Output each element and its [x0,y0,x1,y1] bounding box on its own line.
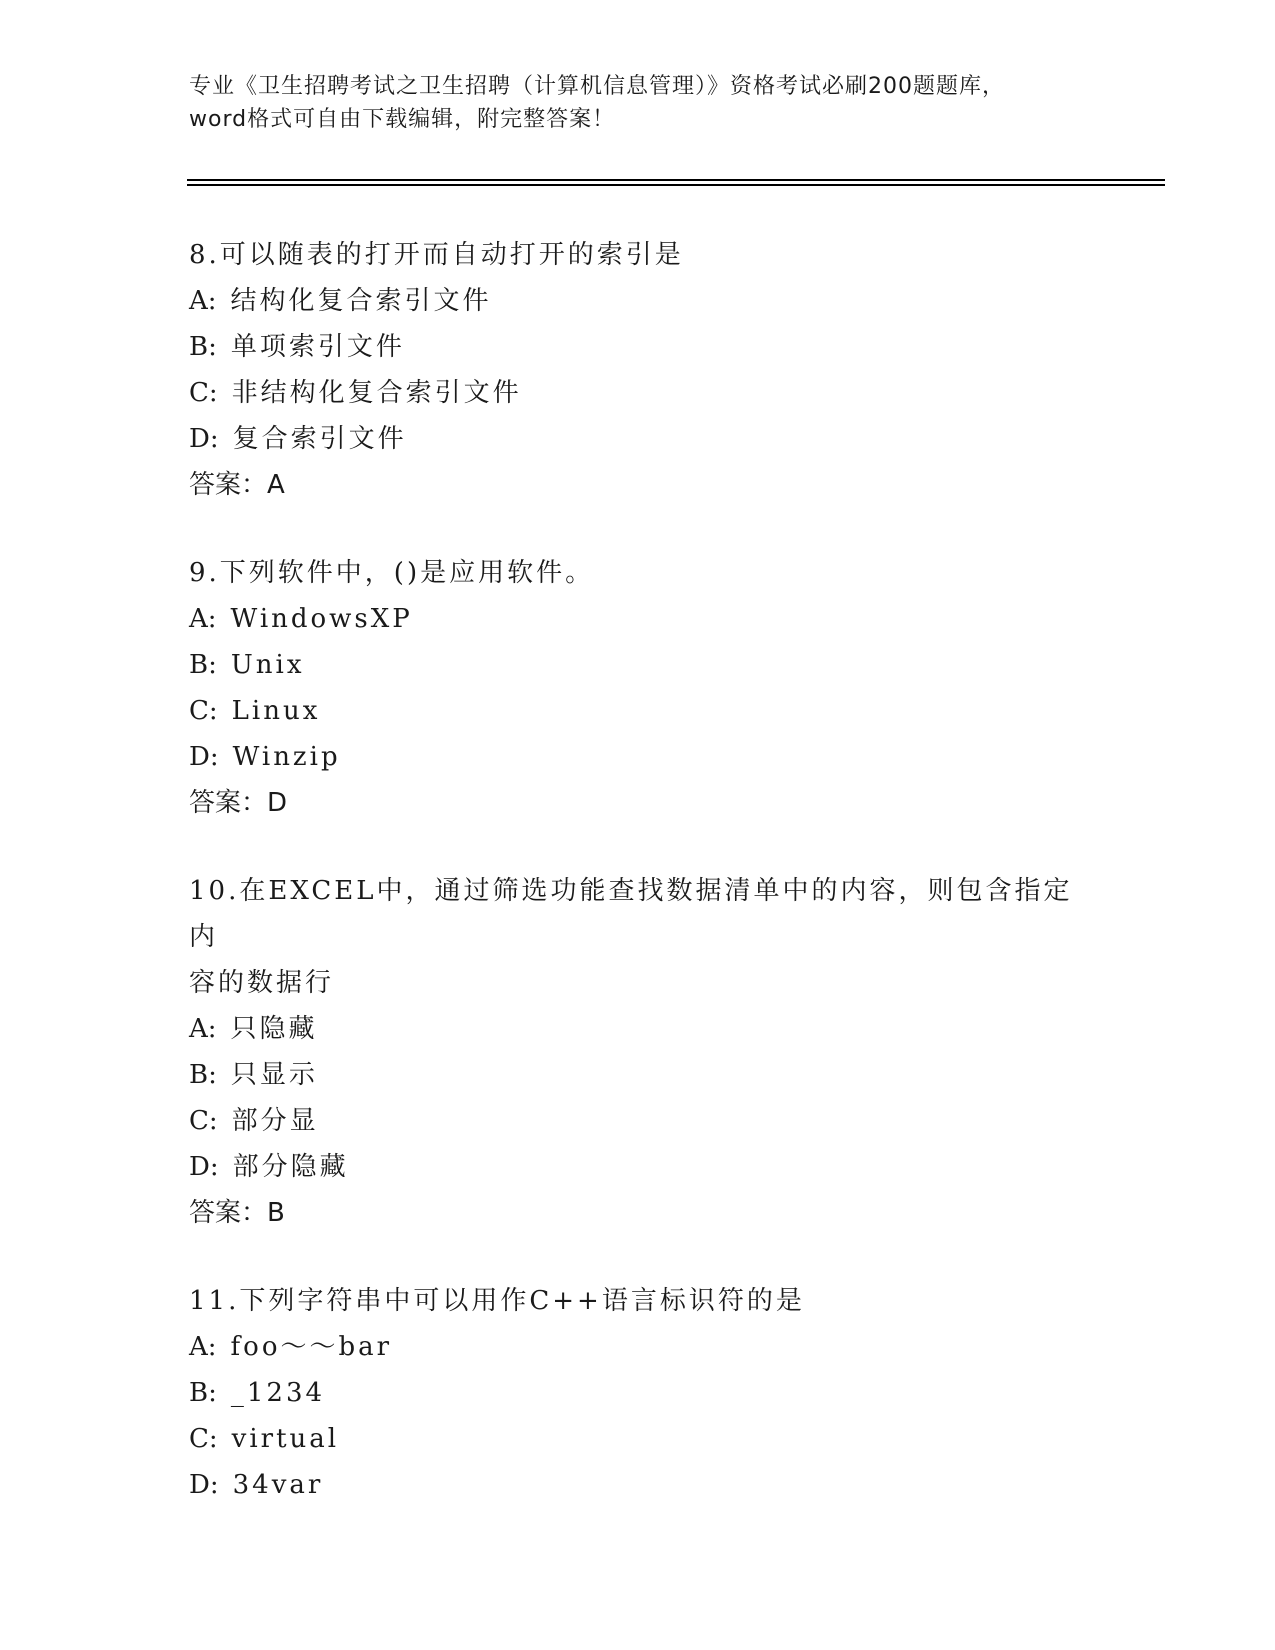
option-c [189,688,1089,734]
option-text: 部分隐藏 [232,1152,349,1182]
option-text: 结构化复合索引文件 [230,286,492,316]
option-a [189,1324,1089,1370]
option-text: 复合索引文件 [232,424,407,454]
option-letter: C: [189,1106,218,1136]
option-text: Unix [230,650,305,680]
option-b [189,1052,1089,1098]
answer-label: 答案：D [189,788,288,818]
answer-label: 答案：B [189,1198,285,1228]
header-divider-top [187,179,1165,181]
document-header [189,70,1089,136]
question-8 [189,232,1089,508]
option-letter: C: [189,1424,218,1454]
option-b [189,642,1089,688]
option-letter: A: [189,604,217,634]
option-text: 非结构化复合索引文件 [231,378,522,408]
option-letter: B: [189,1060,217,1090]
option-text: _1234 [230,1378,326,1408]
question-stem: 8.可以随表的打开而自动打开的索引是 [189,240,684,270]
header-line-2: word格式可自由下载编辑，附完整答案！ [189,107,616,132]
option-letter: D: [189,1470,219,1500]
option-d [189,416,1089,462]
option-text: 只隐藏 [230,1014,318,1044]
question-stem: 11.下列字符串中可以用作C++语言标识符的是 [189,1286,805,1316]
option-letter: D: [189,424,219,454]
question-10 [189,868,1089,1236]
option-text: Winzip [232,742,341,772]
question-stem-line-1: 10.在EXCEL中，通过筛选功能查找数据清单中的内容，则包含指定内 [189,876,1073,952]
option-letter: A: [189,286,217,316]
option-text: foo～～bar [230,1332,393,1362]
option-d [189,734,1089,780]
option-letter: B: [189,650,217,680]
option-text: 只显示 [230,1060,318,1090]
answer-label: 答案：A [189,470,285,500]
question-11 [189,1278,1089,1508]
option-letter: B: [189,332,217,362]
option-b [189,1370,1089,1416]
option-d [189,1462,1089,1508]
option-c [189,370,1089,416]
question-9 [189,550,1089,826]
option-text: 单项索引文件 [230,332,405,362]
option-letter: C: [189,696,218,726]
option-letter: D: [189,742,219,772]
option-c [189,1098,1089,1144]
option-text: Linux [231,696,321,726]
option-c [189,1416,1089,1462]
option-a [189,1006,1089,1052]
option-letter: A: [189,1014,217,1044]
option-b [189,324,1089,370]
option-text: WindowsXP [230,604,413,634]
option-d [189,1144,1089,1190]
header-line-1: 专业《卫生招聘考试之卫生招聘（计算机信息管理）》资格考试必刷200题题库， [189,74,1005,99]
option-letter: C: [189,378,218,408]
option-text: virtual [231,1424,340,1454]
option-text: 34var [232,1470,324,1500]
option-letter: A: [189,1332,217,1362]
option-letter: D: [189,1152,219,1182]
question-stem: 9.下列软件中，()是应用软件。 [189,558,595,588]
question-list [189,232,1089,1550]
option-a [189,596,1089,642]
option-a [189,278,1089,324]
option-letter: B: [189,1378,217,1408]
question-stem-line-2: 容的数据行 [189,968,335,998]
header-divider-bottom [187,184,1165,186]
option-text: 部分显 [231,1106,319,1136]
